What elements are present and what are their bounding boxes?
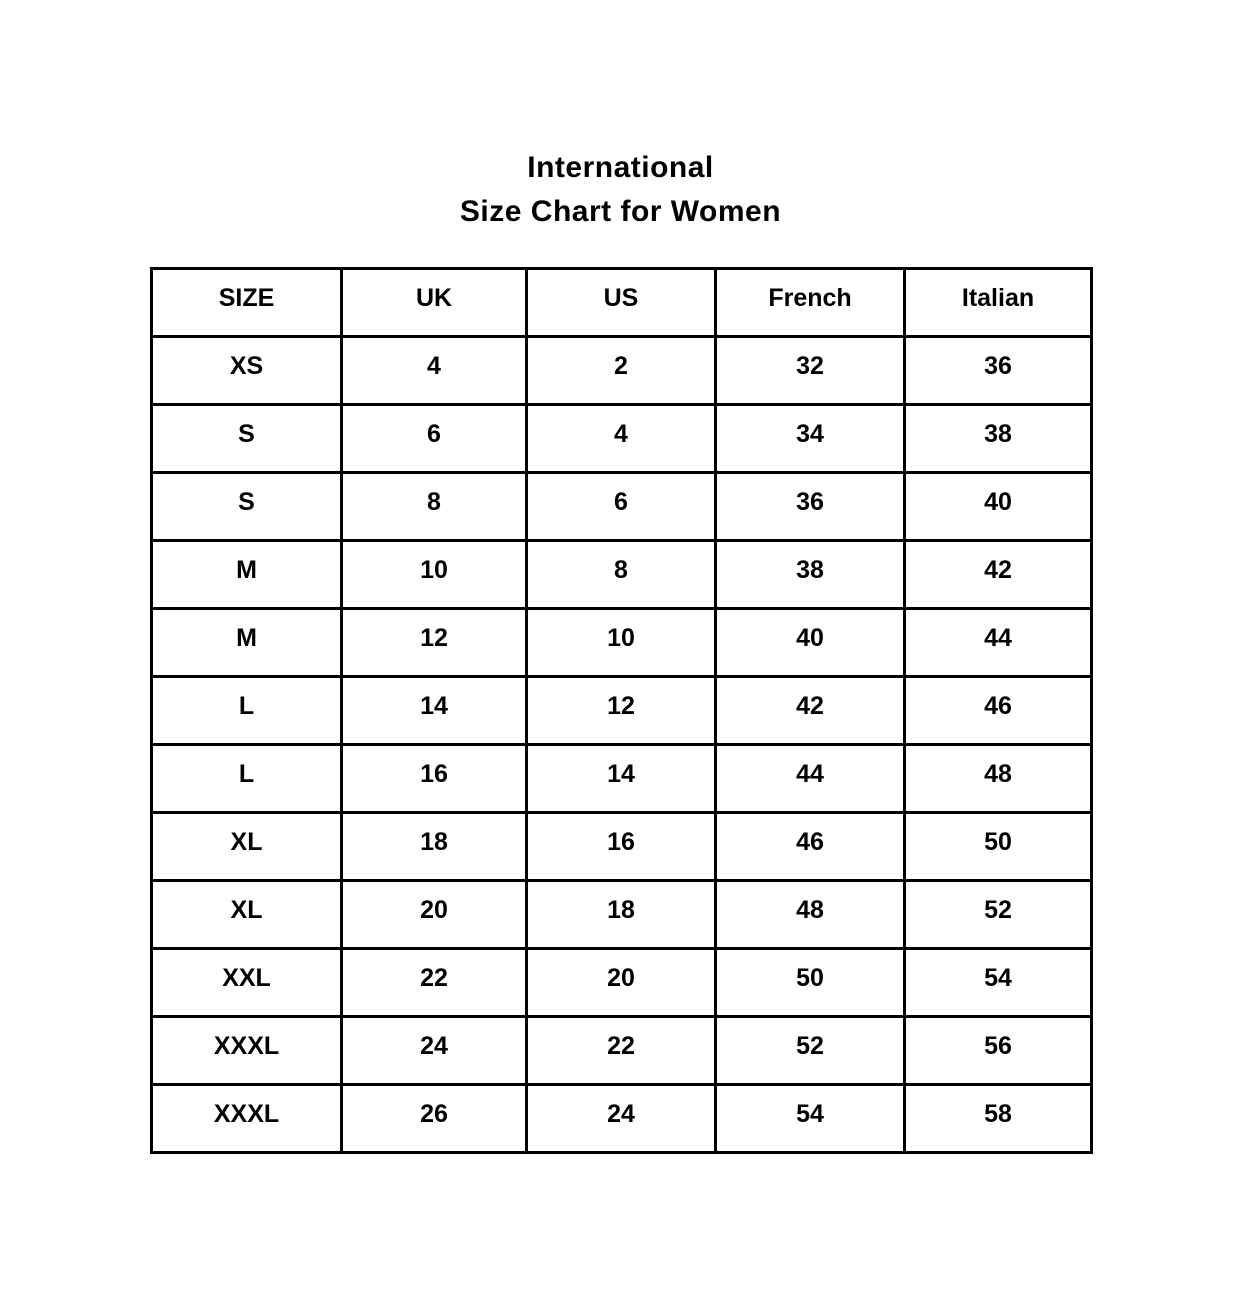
- table-cell: 10: [342, 541, 527, 609]
- table-row: [152, 1085, 1092, 1153]
- size-chart-table: [150, 267, 1093, 1154]
- table-cell: 2: [527, 337, 716, 405]
- table-cell: 20: [342, 881, 527, 949]
- table-cell: XXL: [152, 949, 342, 1017]
- table-cell: 42: [716, 677, 905, 745]
- table-cell: 54: [716, 1085, 905, 1153]
- table-header: [152, 269, 1092, 337]
- header-row: [152, 269, 1092, 337]
- table-cell: 46: [716, 813, 905, 881]
- table-cell: 18: [342, 813, 527, 881]
- table-row: [152, 473, 1092, 541]
- table-cell: 8: [342, 473, 527, 541]
- table-cell: 12: [527, 677, 716, 745]
- table-cell: 24: [342, 1017, 527, 1085]
- table-cell: 20: [527, 949, 716, 1017]
- table-cell: 36: [905, 337, 1092, 405]
- table-cell: S: [152, 405, 342, 473]
- table-cell: 44: [716, 745, 905, 813]
- table-cell: 16: [342, 745, 527, 813]
- table-row: [152, 609, 1092, 677]
- table-cell: 4: [527, 405, 716, 473]
- column-header-french: French: [716, 269, 905, 337]
- table-row: [152, 677, 1092, 745]
- table-cell: 46: [905, 677, 1092, 745]
- table-cell: 8: [527, 541, 716, 609]
- table-cell: 14: [527, 745, 716, 813]
- table-cell: 6: [342, 405, 527, 473]
- table-cell: 56: [905, 1017, 1092, 1085]
- table-cell: 6: [527, 473, 716, 541]
- table-cell: 24: [527, 1085, 716, 1153]
- table-cell: 16: [527, 813, 716, 881]
- table-cell: 18: [527, 881, 716, 949]
- table-cell: 26: [342, 1085, 527, 1153]
- chart-title-line1: International: [527, 151, 714, 184]
- table-cell: 40: [905, 473, 1092, 541]
- table-cell: 4: [342, 337, 527, 405]
- table-cell: 22: [527, 1017, 716, 1085]
- table-cell: 12: [342, 609, 527, 677]
- table-row: [152, 813, 1092, 881]
- column-header-uk: UK: [342, 269, 527, 337]
- table-cell: 44: [905, 609, 1092, 677]
- table-cell: 36: [716, 473, 905, 541]
- table-row: [152, 405, 1092, 473]
- chart-title-line2: Size Chart for Women: [459, 195, 782, 228]
- table-cell: XXXL: [152, 1017, 342, 1085]
- table-cell: 50: [905, 813, 1092, 881]
- table-cell: 32: [716, 337, 905, 405]
- table-cell: 14: [342, 677, 527, 745]
- table-cell: 52: [905, 881, 1092, 949]
- table-row: [152, 1017, 1092, 1085]
- column-header-italian: Italian: [905, 269, 1092, 337]
- table-cell: M: [152, 609, 342, 677]
- table-cell: 58: [905, 1085, 1092, 1153]
- table-cell: L: [152, 677, 342, 745]
- table-cell: XXXL: [152, 1085, 342, 1153]
- table-row: [152, 949, 1092, 1017]
- table-cell: XS: [152, 337, 342, 405]
- table-cell: 48: [716, 881, 905, 949]
- table-cell: 34: [716, 405, 905, 473]
- table-cell: L: [152, 745, 342, 813]
- table-cell: XL: [152, 881, 342, 949]
- column-header-us: US: [527, 269, 716, 337]
- table-row: [152, 745, 1092, 813]
- table-cell: 42: [905, 541, 1092, 609]
- table-row: [152, 337, 1092, 405]
- table-cell: M: [152, 541, 342, 609]
- column-header-size: SIZE: [152, 269, 342, 337]
- table-cell: 38: [905, 405, 1092, 473]
- table-row: [152, 541, 1092, 609]
- size-table-body: [152, 337, 1092, 1153]
- chart-title: [0, 146, 1241, 234]
- table-cell: S: [152, 473, 342, 541]
- table-cell: 22: [342, 949, 527, 1017]
- table-cell: 52: [716, 1017, 905, 1085]
- table-cell: 38: [716, 541, 905, 609]
- table-cell: XL: [152, 813, 342, 881]
- table-cell: 54: [905, 949, 1092, 1017]
- table-row: [152, 881, 1092, 949]
- table-cell: 48: [905, 745, 1092, 813]
- table-cell: 50: [716, 949, 905, 1017]
- table-cell: 40: [716, 609, 905, 677]
- table-cell: 10: [527, 609, 716, 677]
